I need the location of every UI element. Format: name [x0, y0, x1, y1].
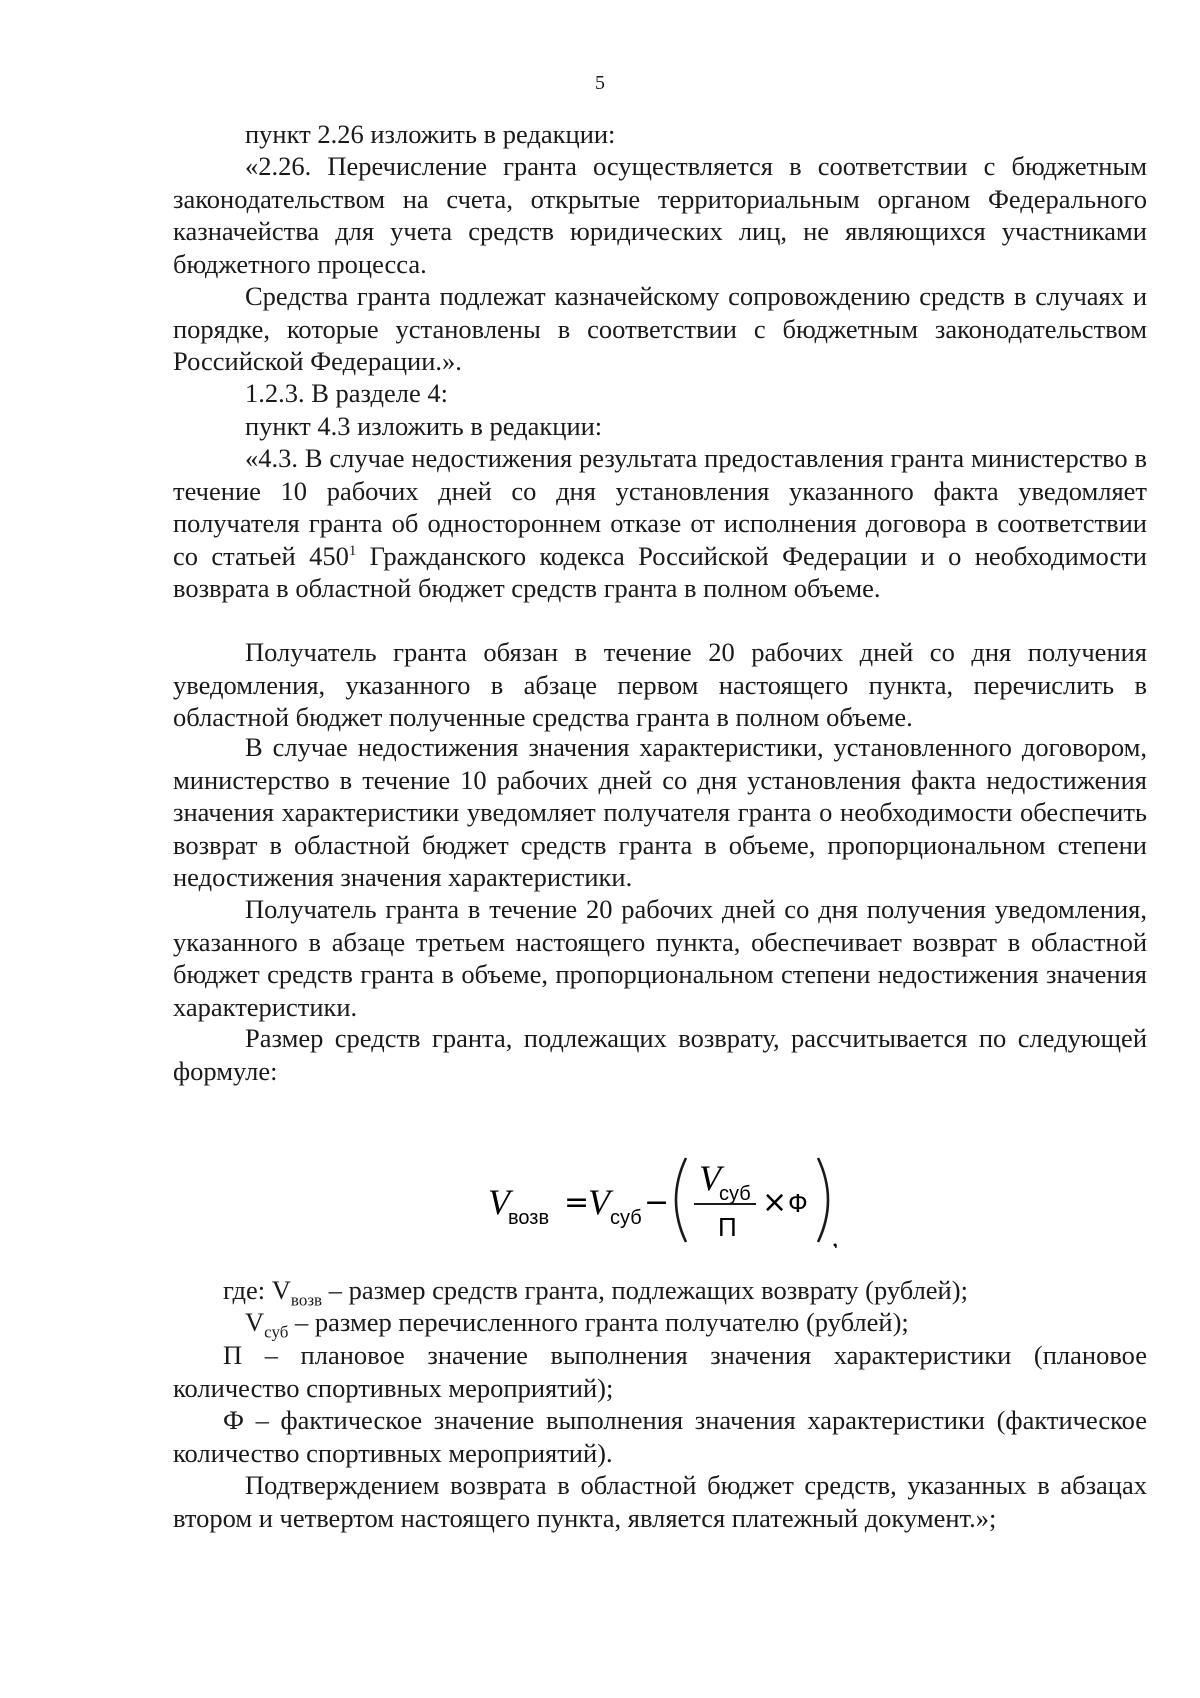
formula-equals: =	[564, 1185, 590, 1220]
formula-times: ×	[762, 1185, 788, 1220]
paragraph-text: Гражданского кодекса Российской Федерации и о необходимости возврата в областной бюджет средств гранта в полном объеме.	[173, 540, 1147, 603]
paragraph: Получатель гранта в течение 20 рабочих дней со дня получения уведомления, указанного в абзаце третьем настоящего пункта, обеспечивает возврат в областной бюджет средств гранта в объеме, пропорциональном степени недостижения значения характеристики.	[173, 894, 1147, 1022]
superscript: 1	[348, 542, 357, 559]
definition-prefix: где: V	[223, 1275, 291, 1305]
refund-formula	[480, 1148, 860, 1248]
formula-sub-sub2: суб	[719, 1183, 751, 1205]
formula-f: Ф	[788, 1188, 808, 1218]
definition-prefix: V	[245, 1307, 265, 1337]
paragraph: Получатель гранта обязан в течение 20 рабочих дней со дня получения уведомления, указанного в абзаце первом настоящего пункта, перечислить в областной бюджет полученные средства гранта в полном объеме.	[173, 637, 1147, 732]
paragraph: пункт 2.26 изложить в редакции:	[245, 119, 616, 149]
definition-v-sub	[173, 1306, 1147, 1342]
right-paren	[818, 1158, 828, 1242]
definition-sub: возв	[290, 1290, 323, 1310]
paragraph: Средства гранта подлежат казначейскому сопровождению средств в случаях и порядке, которые установлены в соответствии с бюджетным законодательством Российской Федерации.».	[173, 281, 1147, 376]
formula-v3: V	[699, 1158, 721, 1198]
paragraph: «2.26. Перечисление гранта осуществляется в соответствии с бюджетным законодательством на счета, открытые территориальным органом Федерального казначейства для учета средств юридических лиц, не являющихся участниками бюджетного процесса.	[173, 151, 1147, 279]
definition-p: П – плановое значение выполнения значения характеристики (плановое количество спортивных мероприятий);	[173, 1340, 1147, 1403]
formula-v: V	[488, 1182, 510, 1222]
formula-svg	[480, 1148, 860, 1248]
formula-minus: −	[644, 1185, 670, 1220]
paragraph-4-3	[173, 442, 1147, 605]
definition-f: Ф – фактическое значение выполнения значения характеристики (фактическое количество спортивных мероприятий).	[173, 1405, 1147, 1468]
formula-v2: V	[588, 1182, 610, 1222]
paragraph-text: «4.3. В случае недостижения результата предоставления гранта министерство в течение 10 рабочих дней со дня установления указанного факта уведомляет получателя гранта об одностороннем отказе от исполнения договора в соответствии со статьей 450	[173, 443, 1147, 571]
definition-text: – размер перечисленного гранта получателю (рублей);	[288, 1307, 909, 1337]
paragraph: пункт 4.3 изложить в редакции:	[245, 411, 603, 441]
formula-sub-sub: суб	[610, 1207, 642, 1229]
formula-p: П	[718, 1212, 737, 1242]
paragraph: Размер средств гранта, подлежащих возврату, рассчитывается по следующей формуле:	[173, 1023, 1147, 1086]
paragraph: В случае недостижения значения характеристики, установленного договором, министерство в течение 10 рабочих дней со дня установления факта недостижения значения характеристики уведомляет получателя гранта о необходимости обеспечить возврат в областной бюджет средств гранта в объеме, пропорциональном степени недостижения значения характеристики.	[173, 732, 1147, 892]
definition-sub: суб	[264, 1322, 289, 1342]
page-number: 5	[595, 72, 605, 94]
definition-v-vozv	[173, 1274, 1147, 1310]
paragraph: 1.2.3. В разделе 4:	[245, 378, 449, 408]
definition-text: – размер средств гранта, подлежащих возврату (рублей);	[322, 1275, 968, 1305]
paragraph: Подтверждением возврата в областной бюджет средств, указанных в абзацах втором и четвертом настоящего пункта, является платежный документ.»;	[173, 1470, 1147, 1533]
formula-sub-vozv: возв	[508, 1207, 550, 1229]
formula-comma: ,	[832, 1223, 839, 1248]
left-paren	[676, 1158, 686, 1242]
